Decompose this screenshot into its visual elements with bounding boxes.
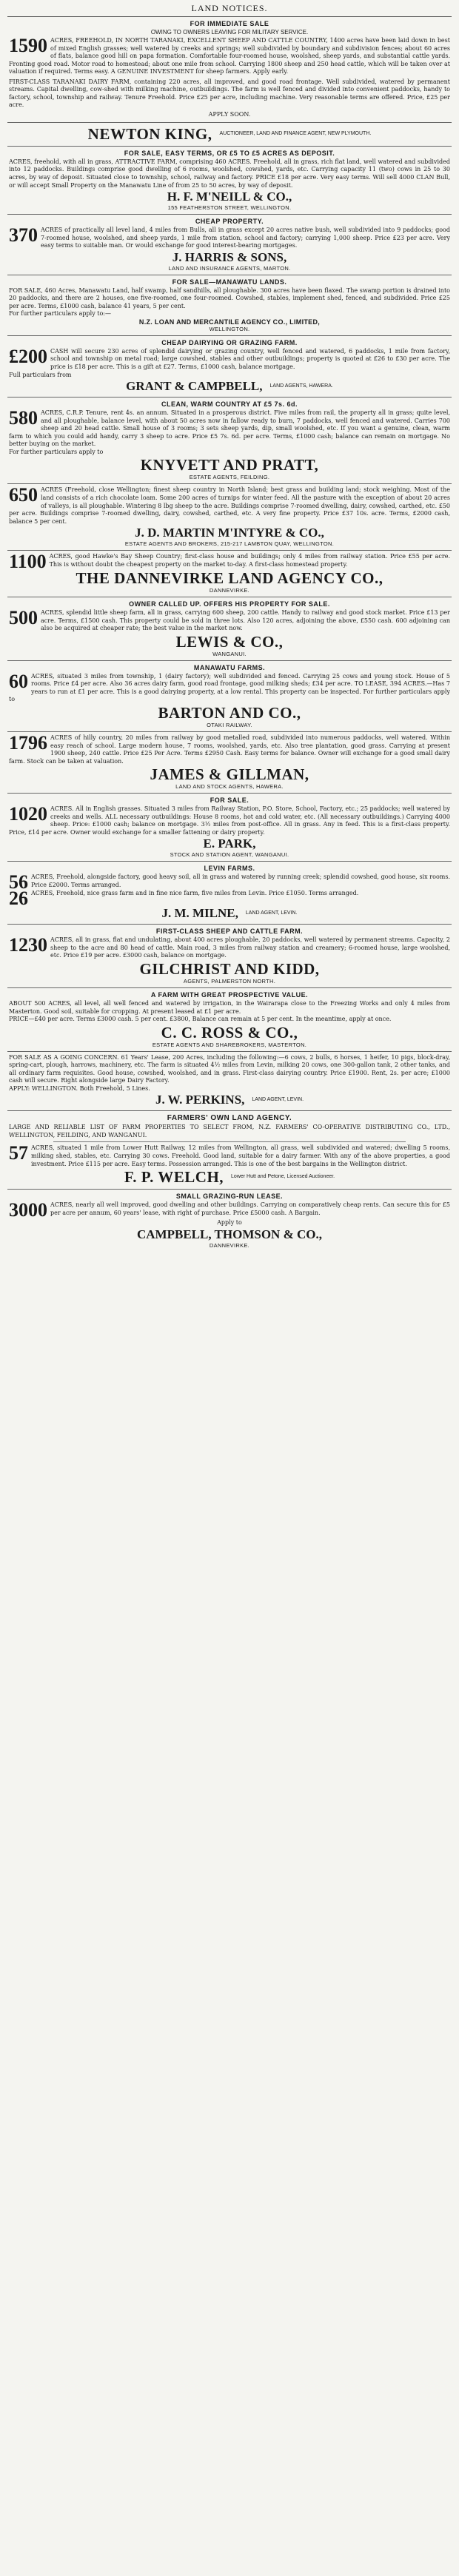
acreage-figure: 26 <box>9 888 28 910</box>
ad-body <box>9 158 450 189</box>
ad-text: ACRES, Freehold, alongside factory, good heavy soil, all in grass and watered by running creek; splendid cowshed, good house, six rooms. Price £2000. Terms arranged. <box>31 873 450 888</box>
ad-body <box>9 37 450 76</box>
agent-name: THE DANNEVIRKE LAND AGENCY CO., <box>76 569 383 588</box>
ad-heading: FOR SALE, EASY TERMS, OR £5 TO £5 ACRES AS DEPOSIT. <box>124 149 335 157</box>
agent-name: J. M. MILNE, <box>161 906 238 921</box>
divider <box>53 1141 406 1142</box>
agent-name: GRANT & CAMPBELL, <box>126 379 263 394</box>
agent-row <box>9 906 450 921</box>
ad-owner-called-up <box>7 597 452 661</box>
acreage-figure: 370 <box>9 224 38 246</box>
ad-heading: A FARM WITH GREAT PROSPECTIVE VALUE. <box>150 990 309 999</box>
acreage-figure: 1020 <box>9 803 47 825</box>
agent-address: ESTATE AGENTS, FEILDING. <box>189 474 270 481</box>
ad-text-secondary: APPLY: WELLINGTON. Both Freehold, 5 Lines. <box>9 1084 150 1092</box>
agent-name: N.Z. LOAN AND MERCANTILE AGENCY CO., LIMITED, <box>138 318 321 326</box>
ad-manawatu-lands <box>7 275 452 336</box>
ad-text: CASH will secure 230 acres of splendid dairying or grazing country, well fenced and watered, 6 paddocks, 1 mile from factory, school and township on metal road; large cowshed, stables and other outbuildings; property is quoted at £26 to £30 per acre. The price is £18 per acre. This is a gift at £27. Terms, £1000 cash, balance mortgage. <box>50 347 450 371</box>
acreage-figure: 1230 <box>9 934 47 956</box>
agent-name: NEWTON KING, <box>87 124 212 143</box>
agent-name: J. HARRIS & SONS, <box>172 249 287 264</box>
ad-heading: FOR IMMEDIATE SALE <box>190 20 269 27</box>
ad-body <box>9 871 450 893</box>
ad-military-sale <box>7 17 452 123</box>
ad-text-secondary: FIRST-CLASS TARANAKI DAIRY FARM, containing 220 acres, all improved, and good road frontage. Well subdivided, watered by permanent streams. Capital dwelling, cow-shed with milking machine, outbuildings. The farm is well fenced and divided into convenient paddocks, handy to factory, school, township and railway. Tenure Freehold. Price £25 per acre, including machine. Very reasonable terms are offered. Price, £25 per acre. <box>9 78 450 109</box>
ad-going-concern <box>7 1052 452 1112</box>
agent-name: KNYVETT AND PRATT, <box>140 456 319 474</box>
ad-text-secondary: Full particulars from <box>9 371 72 378</box>
agent-address: LAND AGENTS, HAWERA. <box>269 383 333 389</box>
ad-heading: FIRST-CLASS SHEEP AND CATTLE FARM. <box>155 928 304 936</box>
acreage-figure: 56 <box>9 871 28 893</box>
acreage-figure: 60 <box>9 670 28 692</box>
agent-name: CAMPBELL, THOMSON & CO., <box>137 1227 322 1242</box>
agent-name: GILCHRIST AND KIDD, <box>139 959 320 978</box>
ad-prospective-value <box>7 988 452 1052</box>
ad-body <box>9 1199 450 1221</box>
agent-address: DANNEVIRKE. <box>209 587 250 594</box>
agent-address: OTAKI RAILWAY. <box>207 721 252 728</box>
ad-body <box>9 1144 450 1168</box>
ad-body <box>9 888 450 910</box>
ad-text: ACRES of hilly country, 20 miles from railway by good metalled road, subdivided into numerous paddocks, well watered. Within easy reach of school. Large modern house, 7 rooms, woolshed, yards, etc. Also tree plantation, good grass. Carrying at present 1900 sheep, 240 cattle. Price £25 Per Acre. Terms £2950 Cash. Easy terms for balance. Owner will exchange for a good small dairy farm. Stock can be taken at valuation. <box>9 734 450 765</box>
agent-name: E. PARK, <box>203 836 256 851</box>
ad-text: ACRES, splendid little sheep farm, all in grass, carrying 600 sheep, 200 cattle. Handy to railway and good stock market. Price £13 per acre. Terms, £1500 cash. This property could be sold in three lots. Also 120 acres, adjoining the above, £550 cash. 600 adjoining can also be acquired at cheaper rate; the best value in the market now. <box>41 609 450 632</box>
ad-text-secondary: PRICE—£40 per acre. Terms £3000 cash. 5 per cent. £3800, Balance can remain at 5 per cent. In the meantime, apply at once. <box>9 1016 392 1023</box>
ad-text: ACRES, nearly all well improved, good dwelling and other buildings. Carrying on comparatively cheap rents. Can secure this for £5 per acre per annum, 60 years' lease, with right of purchase. Price £5000 cash. A Bargain. <box>50 1201 450 1216</box>
apply-note: Apply to <box>217 1219 242 1227</box>
ad-body <box>9 731 450 765</box>
ad-text: ACRES, situated 3 miles from township, 1 (dairy factory); well subdivided and fenced. Carrying 25 cows and young stock. House of 5 rooms. Price £4 per acre. Also 36 acres dairy farm, good road frontage, good milking sheds; £34 per acre. TO LEASE, 394 ACRES.—Has 7 years to run at £1 per acre. This is a good dairying property, at a low rental. This property can be inspected. For further particulars apply to <box>9 672 450 703</box>
ad-heading: CHEAP PROPERTY. <box>195 218 264 226</box>
acreage-figure: 500 <box>9 607 38 629</box>
ad-text: ACRES. All in English grasses. Situated 3 miles from Railway Station, P.O. Store, School, Factory, etc.; 25 paddocks; well watered by creeks and wells. ALL necessary outbuildings: House 8 rooms, hot and cold water, etc. (All necessary outbuildings.) Carrying 4000 sheep. Price: £1000 cash; balance on mortgage. 3½ miles from post-office. All in grass. Any in feed. This is a first-class property. Price, £14 per acre. Owner would exchange for a smaller fattening or dairy property. <box>9 805 450 836</box>
agent-address: STOCK AND STATION AGENT, WANGANUI. <box>170 851 289 859</box>
agent-name: J. D. MARTIN M'INTYRE & CO., <box>135 526 324 540</box>
ad-sheep-cattle-farm <box>7 925 452 988</box>
ad-text: FOR SALE AS A GOING CONCERN. 61 Years' Lease, 200 Acres, including the following:—6 cows, 2 bulls, 6 horses, 1 heifer, 10 pigs, block-dray, spring-cart, plough, harrows, machinery, etc. The farm is situated 4½ miles from Levin, milking 20 cows, one 300-gallon tank, 2 other tanks, and all ordinary farm requisites. Good house, cowshed, woolshed, and in grass. First-class dairying country. Price £1900. Rent, 2s. per acre; £1000 cash will secure. Right alongside large Dairy Factory. <box>9 1053 450 1084</box>
agent-address: AGENTS, PALMERSTON NORTH. <box>183 977 276 985</box>
agent-address: LAND AGENT, LEVIN. <box>252 1097 304 1103</box>
ad-text: ACRES of practically all level land, 4 miles from Bulls, all in grass except 20 acres native bush, well subdivided into 9 paddocks; good 7-roomed house, woolshed, and sheep yards, 1 mile from station, school and factory; carrying 1,000 sheep. Price £23 per acre. Very easy terms to suitable man. Or would exchange for good interest-bearing mortgages. <box>41 227 450 249</box>
agent-address: Lower Hutt and Petone, Licensed Auctioneer. <box>231 1173 335 1179</box>
ad-text-secondary: For further particulars apply to <box>9 448 104 455</box>
ad-body <box>9 486 450 526</box>
agent-name: LEWIS & CO., <box>175 632 284 651</box>
land-notices-page <box>7 0 452 1252</box>
agent-row <box>9 1093 450 1107</box>
ad-body <box>9 551 450 573</box>
agent-address: LAND AND INSURANCE AGENTS, MARTON. <box>168 264 291 272</box>
ad-body <box>9 805 450 836</box>
agent-newton-king <box>7 123 452 147</box>
ad-cheap-dairying <box>7 336 452 398</box>
agent-name: BARTON AND CO., <box>158 703 301 722</box>
agent-row <box>9 125 450 143</box>
ad-grazing-run <box>7 1190 452 1252</box>
agent-address: ESTATE AGENTS AND SHAREBROKERS, MASTERTON. <box>152 1041 307 1048</box>
ad-farmers-own <box>7 1111 452 1190</box>
ad-body <box>9 224 450 250</box>
price-figure: £200 <box>9 345 47 367</box>
ad-body <box>9 609 450 633</box>
agent-note: AUCTIONEER, LAND AND FINANCE AGENT, NEW PLYMOUTH. <box>219 130 372 136</box>
ad-body <box>9 409 450 449</box>
ad-heading: OWNER CALLED UP. OFFERS HIS PROPERTY FOR SALE. <box>129 600 330 608</box>
ad-body <box>9 345 450 372</box>
agent-address: 155 FEATHERSTON STREET, WELLINGTON. <box>167 204 292 212</box>
ad-levin-farms <box>7 862 452 925</box>
ad-text: ACRES, situated 1 mile from Lower Hutt Railway, 12 miles from Wellington, all grass, well subdivided and watered; dwelling 5 rooms, milking shed, stables, etc. Carrying 30 cows. Freehold. Good land, suitable for a dairy farmer. With any of the above properties, a good investment. Price £115 per acre. Easy terms. Possession arranged. This is one of the best bargains in the Wellington district. <box>31 1144 450 1167</box>
ad-heading: FOR SALE—MANAWATU LANDS. <box>172 278 287 286</box>
ad-wellington-freehold <box>7 484 452 551</box>
ad-text: ACRES, FREEHOLD, IN NORTH TARANAKI, EXCELLENT SHEEP AND CATTLE COUNTRY, 1400 acres have been laid down in best of mixed English grasses; well watered by creeks and springs; well subdivided by boundary and subdivision fences; about 60 acres of flats, balance good hill on papa formation. Comfortable four-roomed house, woolshed, sheep yards, and substantial cattle yards. Fronting good road. Motor road to homestead; about one mile from school. Carrying 1800 sheep and 250 head cattle, which will be taken over at valuation if required. Terms easy. A GENUINE INVESTMENT for sheep farmers. Apply early. <box>9 37 450 76</box>
ad-text: ACRES, Freehold, nice grass farm and in fine nice farm, five miles from Levin. Price £1050. Terms arranged. <box>31 890 359 897</box>
ad-text: ACRES, freehold, with all in grass, ATTRACTIVE FARM, comprising 460 ACRES. Freehold, all in grass, rich flat land, well watered and subdivided into 12 paddocks. Buildings comprise good dwelling of 6 rooms, woolshed, cowshed, yards, etc. Carrying capacity 11 (two) cows in 25 to 30 acres, by way of deposit. Situated close to township, school, railway and factory. PRICE £18 per acre. Very easy terms. Will sell 4000 CLAN Bull, or will accept Small Property on the Manawatu Line of from 25 to 50 acres, by way of deposit. <box>9 158 450 189</box>
agent-name: J. W. PERKINS, <box>155 1093 245 1107</box>
agent-name: JAMES & GILLMAN, <box>150 765 309 784</box>
ad-manawatu-farms <box>7 661 452 732</box>
agent-row <box>9 1168 450 1186</box>
ad-text: ACRES (Freehold, close Wellington; finest sheep country in North Island; best grass and building land; stock weighing. Most of the land consists of a rich chocolate loam. Some 200 acres of turnips for winter feed. All the pasture with the exception of about 20 acres of valleys, is all ploughable. Wintering 8 lbg sheep to the acre. Buildings comprise 7-roomed dwelling, dairy, cowshed, carthed, etc. £50 per acre. Buildings comprise 7-roomed dwelling, dairy, cowshed, carthed, etc. A very fine property. Price £37 10s. acre. Terms, £2000 cash, balance 5 per cent. <box>9 486 450 525</box>
apply-note: APPLY SOON. <box>208 110 251 118</box>
agent-address: LAND AGENT, LEVIN. <box>245 910 298 916</box>
ad-text: ACRES, good Hawke's Bay Sheep Country; first-class house and buildings; only 4 miles from railway station. Price £55 per acre. This is without doubt the cheapest property on the market to-day. A first-class homestead property. <box>49 553 450 568</box>
acreage-figure: 57 <box>9 1142 28 1164</box>
ad-heading: SMALL GRAZING-RUN LEASE. <box>175 1193 284 1201</box>
ad-easy-terms <box>7 147 452 215</box>
ad-text: ACRES, C.R.P. Tenure, rent 4s. an annum. Situated in a prosperous district. Five miles from rail, the property all in grass; quite level, and all ploughable, balance level, with about 50 acres now in fallow ready to burn, 7 paddocks, well fenced and watered. Carries 700 sheep and 20 head cattle. Small house of 3 rooms; 3 sets sheep yards, dip, small woolshed, etc. If you want a genuine, clean, warm farm to which you could add handy, carry 3 sheep to acre. Price £5 7s. 6d. per acre. Terms, £1000 cash; balance can remain on mortgage. No better buying on the market. <box>9 409 450 448</box>
agent-name: C. C. ROSS & CO., <box>161 1023 298 1042</box>
agent-name: H. F. M'NEILL & CO., <box>167 189 292 204</box>
agent-address: WANGANUI. <box>212 650 247 657</box>
ad-text: ACRES, all in grass, flat and undulating, about 400 acres ploughable, 20 paddocks, well watered by permanent streams. Capacity, 2 sheep to the acre and 80 head of cattle. Main road, 3 miles from railway station and creamery; 6-roomed house, large woolshed, etc. Price £19 per acre. £3000 cash, balance on mortgage. <box>50 936 450 959</box>
agent-address: WELLINGTON. <box>209 325 250 332</box>
ad-clean-warm-country <box>7 398 452 484</box>
ad-hawkes-bay <box>7 551 452 597</box>
ad-body <box>9 670 450 704</box>
ad-heading: FOR SALE. <box>210 796 249 805</box>
ad-body <box>9 936 450 960</box>
acreage-figure: 1590 <box>9 35 47 56</box>
ad-heading: LEVIN FARMS. <box>204 865 255 873</box>
ad-subheading: OWING TO OWNERS LEAVING FOR MILITARY SERVICE. <box>150 29 309 36</box>
ad-heading: CLEAN, WARM COUNTRY AT £5 7s. 6d. <box>161 400 298 409</box>
ad-text: ABOUT 500 ACRES, all level, all well fenced and watered by irrigation, in the Wairarapa close to the Freezing Works and only 4 miles from Masterton. Good soil, suitable for cropping. At present leased at £1 per acre. <box>9 999 450 1015</box>
ad-cheap-property <box>7 215 452 275</box>
acreage-figure: 580 <box>9 407 38 429</box>
agent-address: ESTATE AGENTS AND BROKERS, 215-217 LAMBTON QUAY, WELLINGTON. <box>124 540 335 548</box>
agent-address: LAND AND STOCK AGENTS, HAWERA. <box>175 783 284 791</box>
masthead: LAND NOTICES. <box>7 1 452 17</box>
ad-text: FOR SALE, 460 Acres, Manawatu Land, half swamp, half sandhills, all ploughable. 300 acres have been flaxed. The swamp portion is drained into 20 paddocks, and there are 2 houses, one five-roomed, one four-roomed. Cowshed, stables, implement shed, fenced, and subdivided. Price £25 per acre. Terms, £1000 cash, balance 41 years, 5 per cent. <box>9 286 450 309</box>
ad-text-secondary: For further particulars apply to:— <box>9 310 111 318</box>
acreage-figure: 650 <box>9 484 38 506</box>
acreage-figure: 1796 <box>9 731 47 754</box>
ad-heading: FARMERS' OWN LAND AGENCY. <box>167 1114 292 1123</box>
agent-row <box>9 379 450 394</box>
agent-address: DANNEVIRKE. <box>209 1242 250 1250</box>
ad-heading: CHEAP DAIRYING OR GRAZING FARM. <box>161 338 298 346</box>
ad-hilly-country <box>7 732 452 794</box>
agent-name: F. P. WELCH, <box>124 1168 224 1187</box>
acreage-figure: 3000 <box>9 1199 47 1221</box>
ad-english-grasses <box>7 794 452 862</box>
ad-text: LARGE AND RELIABLE LIST OF FARM PROPERTIES TO SELECT FROM, N.Z. FARMERS' CO-OPERATIVE DISTRIBUTING CO., LTD., WELLINGTON, FEILDING, AND WANGANUI. <box>9 1124 450 1138</box>
ad-heading: MANAWATU FARMS. <box>193 663 266 671</box>
acreage-figure: 1100 <box>9 551 47 573</box>
